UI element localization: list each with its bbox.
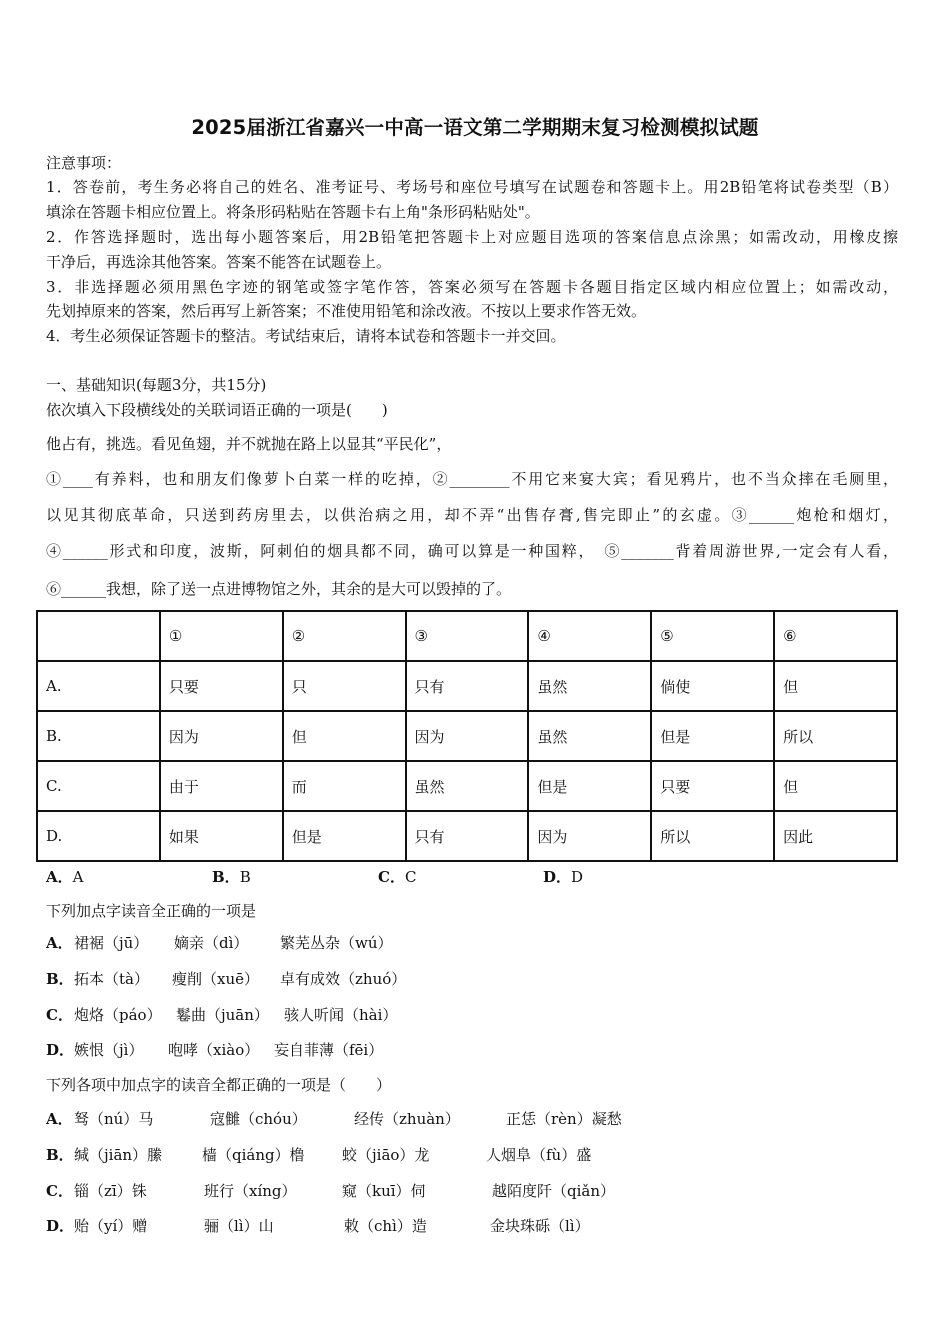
table-cell: 由于 [160,761,283,811]
option-item: 妄自菲薄（fēi） [274,1041,384,1059]
option-item: 敕（chì）造 [344,1217,427,1235]
section-heading: 一、基础知识(每题3分，共15分) [46,376,267,394]
option-item: 窥（kuī）伺 [342,1182,426,1200]
table-cell: 但是 [528,761,651,811]
option-item: 经传（zhuàn） [354,1110,460,1128]
table-cell: 而 [283,761,406,811]
answer-option-c[interactable]: C．C [378,868,417,886]
option-item: 繁芜丛杂（wú） [280,934,393,952]
table-cell [37,611,160,661]
table-cell: B. [37,711,160,761]
question-stem: 下列各项中加点字的读音全都正确的一项是（ ） [46,1076,392,1094]
option-item: 人烟阜（fù）盛 [486,1146,592,1164]
option-item: 鬈曲（juān） [176,1006,269,1024]
table-cell: A. [37,661,160,711]
option-item: 瘦削（xuē） [172,970,259,988]
table-cell: C. [37,761,160,811]
table-cell: 所以 [774,711,897,761]
option-item: 骊（lì）山 [204,1217,274,1235]
table-cell: D. [37,811,160,861]
notice-heading: 注意事项： [46,154,122,172]
table-cell: 倘使 [651,661,774,711]
table-cell: 因为 [406,711,529,761]
notice-line: 填涂在答题卡相应位置上。将条形码粘贴在答题卡右上角"条形码粘贴处"。 [46,203,540,221]
table-cell: 但 [283,711,406,761]
table-row [37,761,897,811]
table-cell: ① [160,611,283,661]
table-cell: 只有 [406,661,529,711]
option-item: 正恁（rèn）凝愁 [506,1110,622,1128]
table-cell: ② [283,611,406,661]
passage-line: ①____有养料，也和朋友们像萝卜白菜一样的吃掉，②________不用它来宴大宾；看见鸦片，也不当众摔在毛厕里， [46,470,898,488]
table-row [37,711,897,761]
option-item: 骇人听闻（hài） [284,1006,398,1024]
option-item: 蛟（jiāo）龙 [342,1146,430,1164]
option-item: 锱（zī）铢 [74,1182,147,1200]
notice-line: 先划掉原来的答案，然后再写上新答案；不准使用铅笔和涂改液。不按以上要求作答无效。 [46,302,647,320]
option-item: 嫉恨（jì） [74,1041,144,1059]
option-item: 金块珠砾（lì） [490,1217,590,1235]
table-cell: 因为 [528,811,651,861]
option-item: 班行（xíng） [204,1182,297,1200]
option-item: 缄（jiān）縢 [74,1146,163,1164]
passage-line: ④______形式和印度，波斯，阿刺伯的烟具都不同，确可以算是一种国粹， ⑤_______背着周游世界,一定会有人看， [46,542,898,560]
option-item: 卓有成效（zhuó） [280,970,407,988]
options-table [36,610,898,862]
table-cell: 但 [774,661,897,711]
table-cell: 虽然 [406,761,529,811]
option-label[interactable]: B． [46,1146,74,1164]
option-label[interactable]: A． [46,934,73,952]
table-cell: ③ [406,611,529,661]
table-row [37,811,897,861]
table-row [37,661,897,711]
option-item: 裙裾（jū） [74,934,149,952]
table-cell: 但是 [651,711,774,761]
table-cell: 只要 [651,761,774,811]
option-item: 炮烙（páo） [74,1006,162,1024]
option-item: 嫡亲（dì） [174,934,249,952]
notice-line: 干净后，再选涂其他答案。答案不能答在试题卷上。 [46,253,392,271]
table-cell: 所以 [651,811,774,861]
option-item: 越陌度阡（qiǎn） [492,1182,616,1200]
notice-line: 2．作答选择题时，选出每小题答案后，用2B铅笔把答题卡上对应题目选项的答案信息点涂黑；如需改动，用橡皮擦 [46,228,898,246]
answer-option-b[interactable]: B．B [212,868,251,886]
option-item: 驽（nú）马 [74,1110,154,1128]
option-label[interactable]: C． [46,1006,73,1024]
option-label[interactable]: D． [46,1217,75,1235]
question-stem: 下列加点字读音全正确的一项是 [46,902,257,920]
passage-line: ⑥______我想，除了送一点进博物馆之外，其余的是大可以毁掉的了。 [46,580,512,598]
option-label[interactable]: A． [46,1110,73,1128]
table-cell: 只 [283,661,406,711]
notice-line: 1．答卷前，考生务必将自己的姓名、准考证号、考场号和座位号填写在试题卷和答题卡上。用2B铅笔将试卷类型（B） [46,178,898,196]
option-label[interactable]: B． [46,970,74,988]
option-item: 贻（yí）赠 [74,1217,148,1235]
passage-line: 他占有，挑选。看见鱼翅，并不就抛在路上以显其“平民化”， [46,435,452,453]
table-cell: 但是 [283,811,406,861]
table-cell: ④ [528,611,651,661]
table-cell: ⑤ [651,611,774,661]
table-cell: 如果 [160,811,283,861]
option-item: 拓本（tà） [74,970,149,988]
answer-option-a[interactable]: A．A [46,868,84,886]
answer-option-d[interactable]: D．D [543,868,584,886]
option-item: 咆哮（xiào） [168,1041,260,1059]
option-label[interactable]: D． [46,1041,75,1059]
option-item: 樯（qiáng）橹 [202,1146,305,1164]
table-cell: ⑥ [774,611,897,661]
table-cell: 但 [774,761,897,811]
option-item: 寇雠（chóu） [210,1110,307,1128]
page-title: 2025届浙江省嘉兴一中高一语文第二学期期末复习检测模拟试题 [191,116,759,139]
table-cell: 虽然 [528,711,651,761]
table-cell: 因为 [160,711,283,761]
notice-line: 3．非选择题必须用黑色字迹的钢笔或签字笔作答，答案必须写在答题卡各题目指定区域内相应位置上；如需改动， [46,278,898,296]
table-cell: 只有 [406,811,529,861]
option-label[interactable]: C． [46,1182,73,1200]
table-header-row [37,611,897,661]
question-stem: 依次填入下段横线处的关联词语正确的一项是( ) [46,401,388,419]
table-cell: 虽然 [528,661,651,711]
passage-line: 以见其彻底革命，只送到药房里去，以供治病之用，却不弄“出售存膏,售完即止”的玄虚。③______炮枪和烟灯， [46,506,898,524]
table-cell: 只要 [160,661,283,711]
table-cell: 因此 [774,811,897,861]
notice-line: 4．考生必须保证答题卡的整洁。考试结束后，请将本试卷和答题卡一并交回。 [46,327,566,345]
